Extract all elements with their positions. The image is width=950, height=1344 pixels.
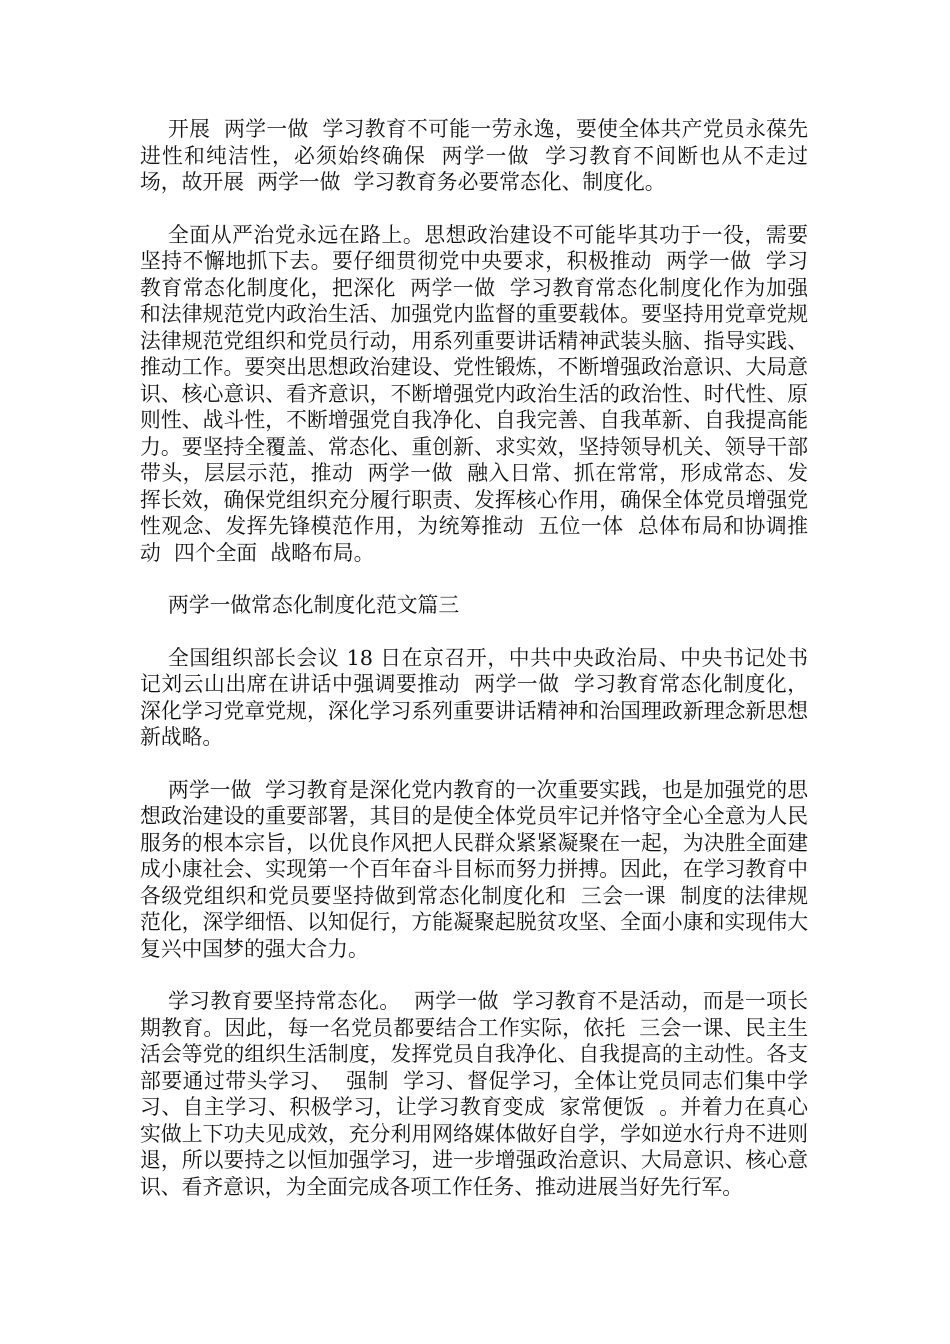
- document-page: [140, 116, 808, 1226]
- paragraph-3: 全国组织部长会议 18 日在京召开，中共中央政治局、中央书记处书记刘云山出席在讲话中强调要推动 两学一做 学习教育常态化制度化，深化学习党章党规，深化学习系列重要讲话精神和治国理政新理念新思想新战略。: [140, 645, 808, 749]
- paragraph-4: 两学一做 学习教育是深化党内教育的一次重要实践，也是加强党的思想政治建设的重要部署，其目的是使全体党员牢记并恪守全心全意为人民服务的根本宗旨，以优良作风把人民群众紧紧凝聚在一起，为决胜全面建成小康社会、实现第一个百年奋斗目标而努力拼搏。因此，在学习教育中各级党组织和党员要坚持做到常态化制度化和 三会一课 制度的法律规范化，深学细悟、以知促行，方能凝聚起脱贫攻坚、全面小康和实现伟大复兴中国梦的强大合力。: [140, 777, 808, 961]
- section-heading: 两学一做常态化制度化范文篇三: [168, 593, 460, 617]
- paragraph-5: 学习教育要坚持常态化。 两学一做 学习教育不是活动，而是一项长期教育。因此，每一名党员都要结合工作实际，依托 三会一课、民主生活会等党的组织生活制度，发挥党员自我净化、自我提高的主动性。各支部要通过带头学习、 强制 学习、督促学习，全体让党员同志们集中学习、自主学习、积极学习，让学习教育变成 家常便饭 。并着力在真心实做上下功夫见成效，充分利用网络媒体做好自学，学如逆水行舟不进则退，所以要持之以恒加强学习，进一步增强政治意识、大局意识、核心意识、看齐意识，为全面完成各项工作任务、推动进展当好先行军。: [140, 989, 808, 1199]
- paragraph-2: 全面从严治党永远在路上。思想政治建设不可能毕其功于一役，需要坚持不懈地抓下去。要仔细贯彻党中央要求，积极推动 两学一做 学习教育常态化制度化，把深化 两学一做 学习教育常态化制度化作为加强和法律规范党内政治生活、加强党内监督的重要载体。要坚持用党章党规法律规范党组织和党员行动，用系列重要讲话精神武装头脑、指导实践、推动工作。要突出思想政治建设、党性锻炼，不断增强政治意识、大局意识、核心意识、看齐意识，不断增强党内政治生活的政治性、时代性、原则性、战斗性，不断增强党自我净化、自我完善、自我革新、自我提高能力。要坚持全覆盖、常态化、重创新、求实效，坚持领导机关、领导干部带头，层层示范，推动 两学一做 融入日常、抓在常常，形成常态、发挥长效，确保党组织充分履行职责、发挥核心作用，确保全体党员增强党性观念、发挥先锋模范作用，为统筹推动 五位一体 总体布局和协调推动 四个全面 战略布局。: [140, 222, 808, 565]
- paragraph-1: 开展 两学一做 学习教育不可能一劳永逸，要使全体共产党员永葆先进性和纯洁性，必须始终确保 两学一做 学习教育不间断也从不走过场，故开展 两学一做 学习教育务必要常态化、制度化。: [140, 117, 808, 194]
